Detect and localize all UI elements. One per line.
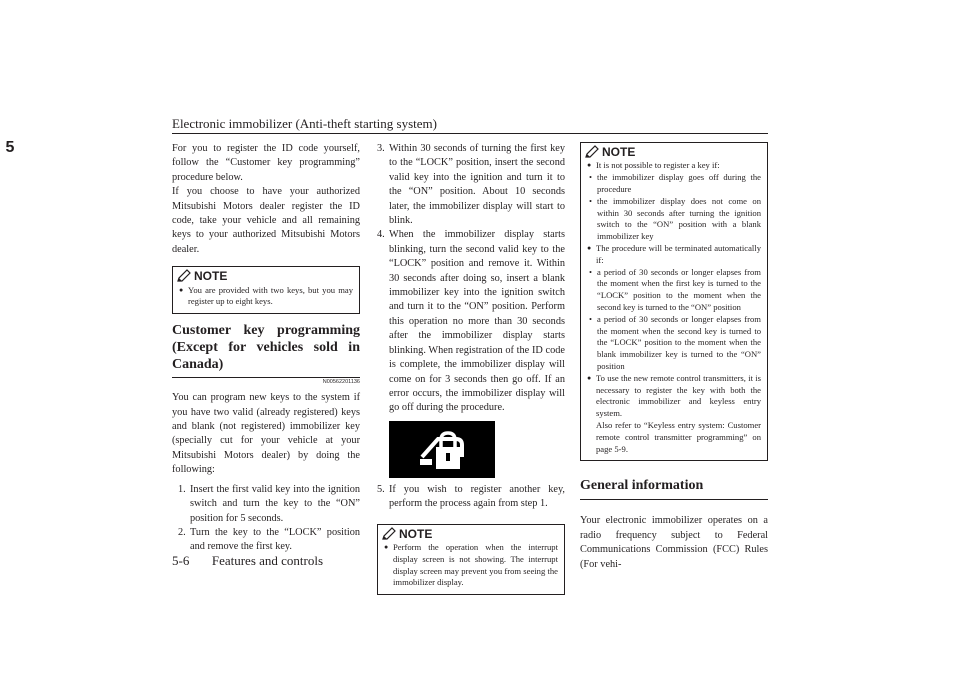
note-box <box>172 266 360 314</box>
section-code: N00562201136 <box>322 379 360 386</box>
section-title-general-info: General information <box>580 477 768 500</box>
step-number: 4. <box>377 229 385 241</box>
immobilizer-display-image <box>389 421 495 478</box>
body-paragraph: You can program new keys to the system if you have two valid (already registered) keys and blank (not registered) immobilizer key (specially cut for your vehicle at your Mitsubishi Motors dealer) by doing the following: <box>172 392 360 476</box>
chapter-tab: 5 <box>5 139 15 156</box>
note-subitem: • the immobilizer display goes off during the procedure <box>587 172 761 196</box>
pencil-icon <box>176 269 192 283</box>
note-subitem: • a period of 30 seconds or longer elapses from the moment when the second key is turned to the “LOCK” position to the moment when the blank immobilizer key is turned to the “ON” position <box>587 314 761 373</box>
page-number: 5-6 <box>172 553 190 568</box>
step-number: 5. <box>377 483 385 495</box>
step-5 <box>377 483 565 512</box>
note-bullet: ● Perform the operation when the interrupt display screen is not showing. The interrupt display screen may prevent you from seeing the immobilizer display. <box>384 542 558 589</box>
note-body <box>581 160 767 460</box>
step-3 <box>377 142 565 228</box>
intro-paragraph: For you to register the ID code yourself, follow the “Customer key programming” procedure below. <box>172 143 360 183</box>
column-1 <box>172 142 360 555</box>
step-2 <box>178 526 360 555</box>
body-paragraph: Your electronic immobilizer operates on a radio frequency subject to Federal Communications Commission (FCC) Rules (For vehi- <box>580 515 768 570</box>
step-text: Insert the first valid key into the ignition switch and turn the key to the “ON” position for 5 seconds. <box>190 483 360 524</box>
step-number: 3. <box>377 143 385 154</box>
step-text: When the immobilizer display starts blinking, turn the second valid key to the “LOCK” position and remove it. Within 30 seconds after doing so, insert a blank immobilizer key into the ignition switch and turn it to the “ON” position. Perform this operation no more than 30 seconds after the immobilizer display starts blinking. When registration of the ID code is complete, the immobilizer display will come on for 3 seconds then go off. If an error occurs, the immobilizer display will go off during the procedure. <box>389 229 565 414</box>
note-bullet: ● To use the new remote control transmitters, it is necessary to register the key with both the electronic immobilizer and keyless entry system. <box>587 373 761 420</box>
intro-paragraph-2: If you choose to have your authorized Mitsubishi Motors dealer register the ID code, take your vehicle and all remaining keys to your authorized Mitsubishi Motors dealer. <box>172 186 360 255</box>
note-body <box>378 542 564 594</box>
step-1 <box>178 483 360 526</box>
note-subitem: • the immobilizer display does not come on within 30 seconds after turning the ignition switch to the “ON” position with a blank immobilizer key <box>587 196 761 243</box>
note-reference: Also refer to “Keyless entry system: Customer remote control transmitter programming” on page 5-9. <box>596 419 761 454</box>
footer-section: Features and controls <box>211 553 324 568</box>
note-bullet: ● It is not possible to register a key if: <box>587 160 761 172</box>
column-2 <box>377 142 565 595</box>
note-header <box>173 267 359 284</box>
immobilizer-lock-icon <box>414 425 470 473</box>
step-number: 2. <box>178 526 186 538</box>
page-header-title: Electronic immobilizer (Anti-theft starting system) <box>172 116 437 131</box>
header-rule <box>172 133 768 134</box>
page-footer <box>172 553 323 569</box>
note-subitem: • a period of 30 seconds or longer elapses from the moment when the first key is turned to the “LOCK” position to the moment when the second key is turned to the “ON” position <box>587 267 761 314</box>
column-3 <box>580 142 768 572</box>
step-text: Within 30 seconds of turning the first key to the “LOCK” position, insert the second valid key into the ignition and turn it to the “ON” position. About 10 seconds later, the immobilizer display will start to blink. <box>389 143 565 227</box>
note-bullet: ● The procedure will be terminated automatically if: <box>587 243 761 267</box>
step-text: Turn the key to the “LOCK” position and remove the first key. <box>190 526 360 553</box>
note-box <box>580 142 768 461</box>
note-label: NOTE <box>602 145 636 159</box>
step-text: If you wish to register another key, perform the process again from step 1. <box>389 483 565 510</box>
pencil-icon <box>584 145 600 159</box>
note-label: NOTE <box>399 526 433 541</box>
note-body <box>173 285 359 314</box>
step-number: 1. <box>178 483 186 495</box>
note-label: NOTE <box>194 269 228 284</box>
section-title-customer-key: Customer key programming (Except for vehicles sold in Canada) <box>172 322 360 378</box>
step-4 <box>377 228 565 415</box>
note-box <box>377 524 565 596</box>
note-header <box>378 525 564 542</box>
note-bullet: ● You are provided with two keys, but you may register up to eight keys. <box>179 285 353 309</box>
pencil-icon <box>381 527 397 541</box>
note-header <box>581 143 767 160</box>
